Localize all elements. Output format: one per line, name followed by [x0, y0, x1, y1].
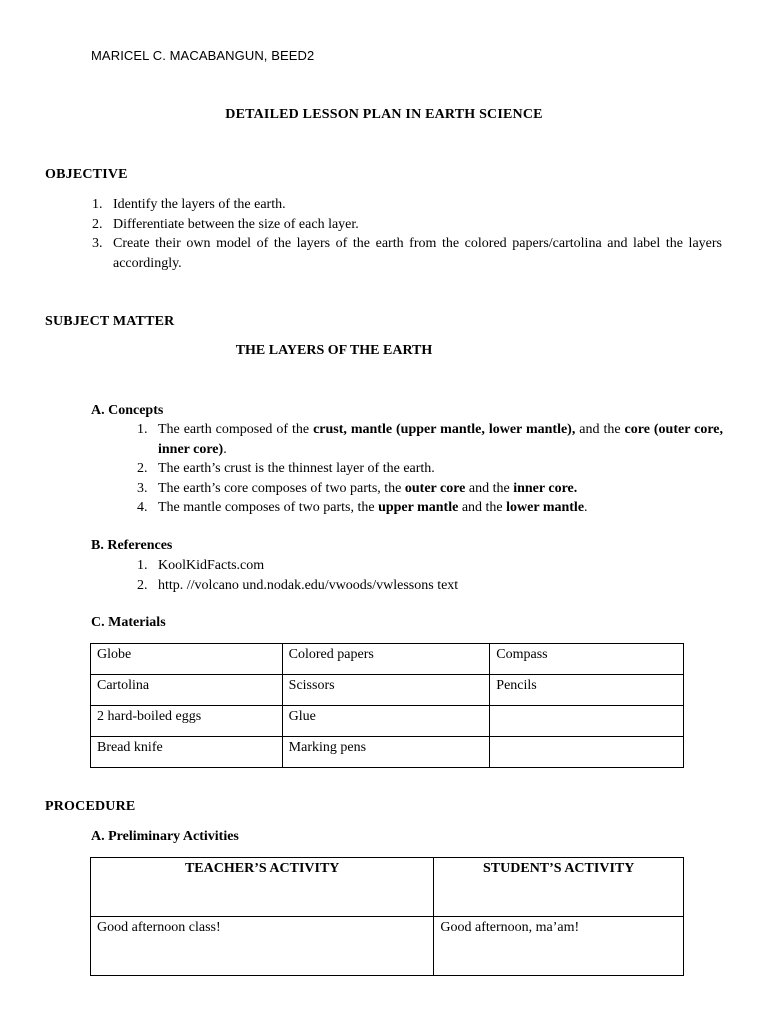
table-cell: Colored papers — [282, 644, 490, 675]
procedure-heading: PROCEDURE — [45, 799, 136, 814]
column-header: TEACHER’S ACTIVITY — [91, 858, 434, 917]
objective-list — [92, 195, 722, 273]
concepts-heading: A. Concepts — [91, 403, 164, 418]
list-item: 1. The earth composed of the crust, mantle (upper mantle, lower mantle), and the core (outer core, inner core). — [137, 422, 724, 457]
references-list — [137, 556, 723, 595]
materials-table — [90, 643, 684, 768]
objective-heading: OBJECTIVE — [45, 167, 128, 182]
materials-heading: C. Materials — [91, 615, 166, 630]
references-heading: B. References — [91, 538, 173, 553]
concepts-list — [137, 420, 724, 518]
lesson-topic: THE LAYERS OF THE EARTH — [235, 343, 433, 358]
table-cell: Compass — [490, 644, 684, 675]
table-cell: Cartolina — [91, 675, 283, 706]
table-cell: Bread knife — [91, 737, 283, 768]
list-item: 3. The earth’s core composes of two parts, the outer core and the inner core. — [137, 480, 578, 496]
table-row — [91, 917, 684, 976]
table-cell: Glue — [282, 706, 490, 737]
list-item: 1. KoolKidFacts.com — [137, 558, 265, 573]
table-row — [91, 706, 684, 737]
list-item: 2. http. //volcano und.nodak.edu/vwoods/vwlessons text — [137, 577, 459, 593]
subject-matter-heading: SUBJECT MATTER — [45, 314, 175, 329]
document-title: DETAILED LESSON PLAN IN EARTH SCIENCE — [225, 107, 543, 122]
table-cell: Scissors — [282, 675, 490, 706]
table-cell: Good afternoon class! — [91, 917, 434, 976]
table-cell: Marking pens — [282, 737, 490, 768]
list-item: 4. The mantle composes of two parts, the upper mantle and the lower mantle. — [137, 500, 588, 515]
preliminary-activities-heading: A. Preliminary Activities — [91, 829, 239, 844]
list-item: 2. Differentiate between the size of each layer. — [92, 216, 359, 232]
table-cell: Pencils — [490, 675, 684, 706]
list-item: 1. Identify the layers of the earth. — [92, 197, 286, 212]
table-header-row — [91, 858, 684, 917]
author-name: MARICEL C. MACABANGUN, BEED2 — [91, 48, 315, 63]
list-item: 2. The earth’s crust is the thinnest layer of the earth. — [137, 461, 435, 476]
activity-table — [90, 857, 684, 976]
table-row — [91, 675, 684, 706]
table-cell: Good afternoon, ma’am! — [434, 917, 684, 976]
table-row — [91, 737, 684, 768]
table-cell — [490, 737, 684, 768]
table-cell: 2 hard-boiled eggs — [91, 706, 283, 737]
table-cell — [490, 706, 684, 737]
column-header: STUDENT’S ACTIVITY — [434, 858, 684, 917]
table-row — [91, 644, 684, 675]
table-cell: Globe — [91, 644, 283, 675]
list-item: 3. Create their own model of the layers of the earth from the colored papers/cartolina and label the layers accordingly. — [92, 236, 722, 271]
